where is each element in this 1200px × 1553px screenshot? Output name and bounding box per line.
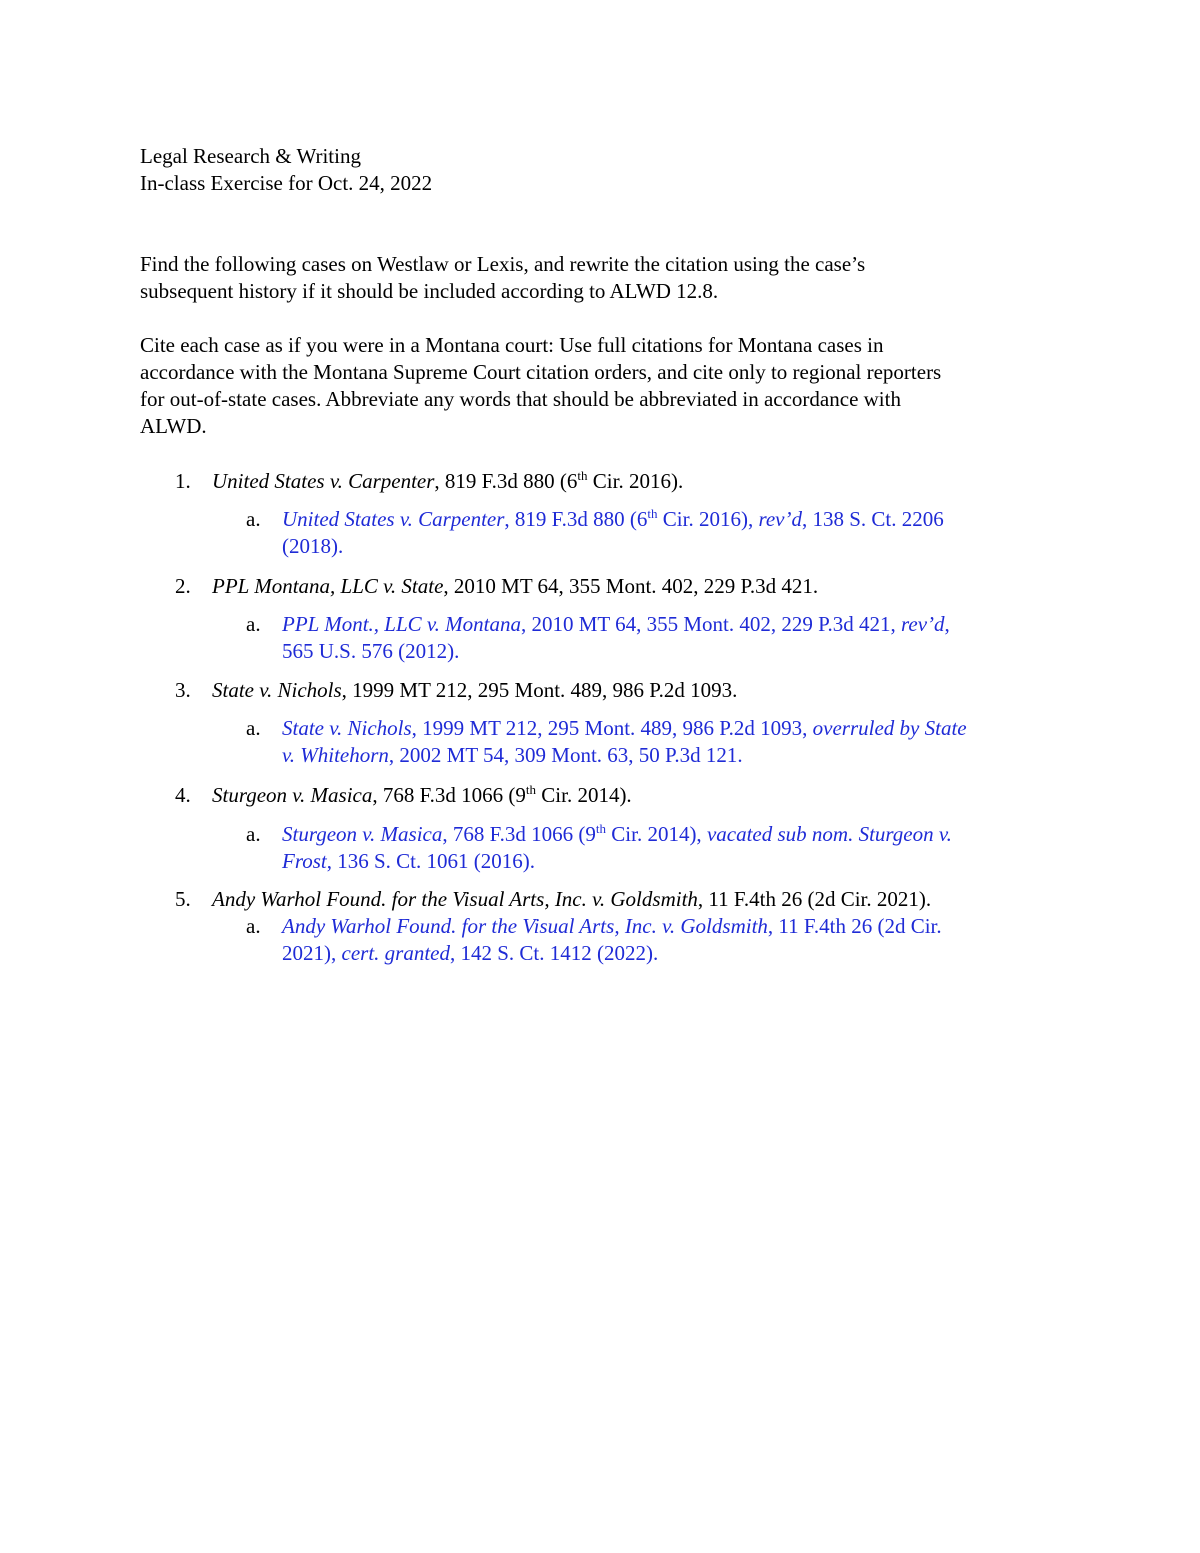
case-name: State v. Nichols	[282, 716, 412, 740]
citation-text: , 142 S. Ct. 1412 (2022).	[449, 941, 659, 965]
item-number: 5.	[175, 887, 191, 911]
citation-text: Cir. 2016).	[587, 469, 684, 493]
text-line: ALWD.	[140, 414, 207, 438]
instructions-paragraph-1	[140, 251, 1040, 305]
citation-text: , 2002 MT 54, 309 Mont. 63, 50 P.3d 121.	[388, 743, 743, 767]
item-number: 3.	[175, 678, 191, 702]
answer-citation	[282, 506, 1062, 560]
sub-letter: a.	[246, 822, 261, 846]
citation-text: , 2010 MT 64, 355 Mont. 402, 229 P.3d 421.	[443, 574, 819, 598]
citation-text: , 768 F.3d 1066 (9	[372, 783, 526, 807]
citation-text: (2018).	[282, 534, 344, 558]
case-citation	[212, 468, 1072, 495]
text-line: Find the following cases on Westlaw or Lexis, and rewrite the citation using the case’s	[140, 252, 866, 276]
text-line: for out-of-state cases. Abbreviate any words that should be abbreviated in accordance with	[140, 387, 901, 411]
case-name: Sturgeon v. Masica	[282, 822, 443, 846]
case-name: Andy Warhol Found. for the Visual Arts, Inc. v. Goldsmith	[212, 887, 698, 911]
item-number: 4.	[175, 783, 191, 807]
answer-citation	[282, 715, 1062, 769]
citation-text: , 2010 MT 64, 355 Mont. 402, 229 P.3d 421,	[521, 612, 901, 636]
ordinal-suffix: th	[525, 782, 537, 797]
answer-citation	[282, 611, 1062, 665]
instructions-paragraph-2	[140, 332, 1040, 440]
history-signal: rev’d	[758, 507, 802, 531]
document-header	[140, 143, 1040, 197]
citation-text: , 819 F.3d 880 (6	[504, 507, 648, 531]
citation-text: , 11 F.4th 26 (2d Cir.	[767, 914, 942, 938]
case-name: Andy Warhol Found. for the Visual Arts, Inc. v. Goldsmith	[282, 914, 768, 938]
course-title: Legal Research & Writing	[140, 144, 361, 168]
case-name: v. Whitehorn	[282, 743, 389, 767]
case-citation	[212, 886, 1072, 913]
case-name: State v. Nichols	[212, 678, 342, 702]
item-number: 1.	[175, 469, 191, 493]
answer-citation	[282, 913, 1062, 967]
exercise-title: In-class Exercise for Oct. 24, 2022	[140, 171, 433, 195]
citation-text: 2021),	[282, 941, 342, 965]
sub-letter: a.	[246, 914, 261, 938]
citation-text: , 11 F.4th 26 (2d Cir. 2021).	[697, 887, 932, 911]
case-name: PPL Montana, LLC v. State	[212, 574, 444, 598]
text-line: accordance with the Montana Supreme Court citation orders, and cite only to regional reporters	[140, 360, 942, 384]
history-signal: vacated sub nom. Sturgeon v.	[706, 822, 952, 846]
citation-text: 565 U.S. 576 (2012).	[282, 639, 460, 663]
case-name: United States v. Carpenter	[282, 507, 505, 531]
citation-text: , 136 S. Ct. 1061 (2016).	[326, 849, 535, 873]
citation-text: ,	[944, 612, 950, 636]
case-name: Sturgeon v. Masica	[212, 783, 373, 807]
ordinal-suffix: th	[595, 821, 607, 836]
citation-text: Cir. 2014).	[536, 783, 632, 807]
sub-letter: a.	[246, 612, 261, 636]
sub-letter: a.	[246, 716, 261, 740]
ordinal-suffix: th	[647, 506, 658, 521]
case-citation	[212, 573, 1072, 600]
ordinal-suffix: th	[577, 468, 588, 483]
answer-citation	[282, 821, 1062, 875]
case-citation	[212, 782, 1072, 809]
case-name: PPL Mont., LLC v. Montana	[282, 612, 521, 636]
citation-text: Cir. 2016),	[657, 507, 759, 531]
citation-text: , 819 F.3d 880 (6	[434, 469, 578, 493]
history-signal: rev’d	[900, 612, 945, 636]
text-line: subsequent history if it should be included according to ALWD 12.8.	[140, 279, 719, 303]
case-name: United States v. Carpenter	[212, 469, 435, 493]
history-signal: cert. granted	[341, 941, 450, 965]
text-line: Cite each case as if you were in a Montana court: Use full citations for Montana cases in	[140, 333, 884, 357]
sub-letter: a.	[246, 507, 261, 531]
citation-text: , 138 S. Ct. 2206	[802, 507, 944, 531]
citation-text: , 1999 MT 212, 295 Mont. 489, 986 P.2d 1093.	[341, 678, 738, 702]
citation-text: , 768 F.3d 1066 (9	[442, 822, 596, 846]
citation-text: , 1999 MT 212, 295 Mont. 489, 986 P.2d 1093,	[411, 716, 813, 740]
history-signal: overruled by State	[812, 716, 967, 740]
item-number: 2.	[175, 574, 191, 598]
case-citation	[212, 677, 1072, 704]
case-name: Frost	[282, 849, 327, 873]
citation-text: Cir. 2014),	[606, 822, 707, 846]
